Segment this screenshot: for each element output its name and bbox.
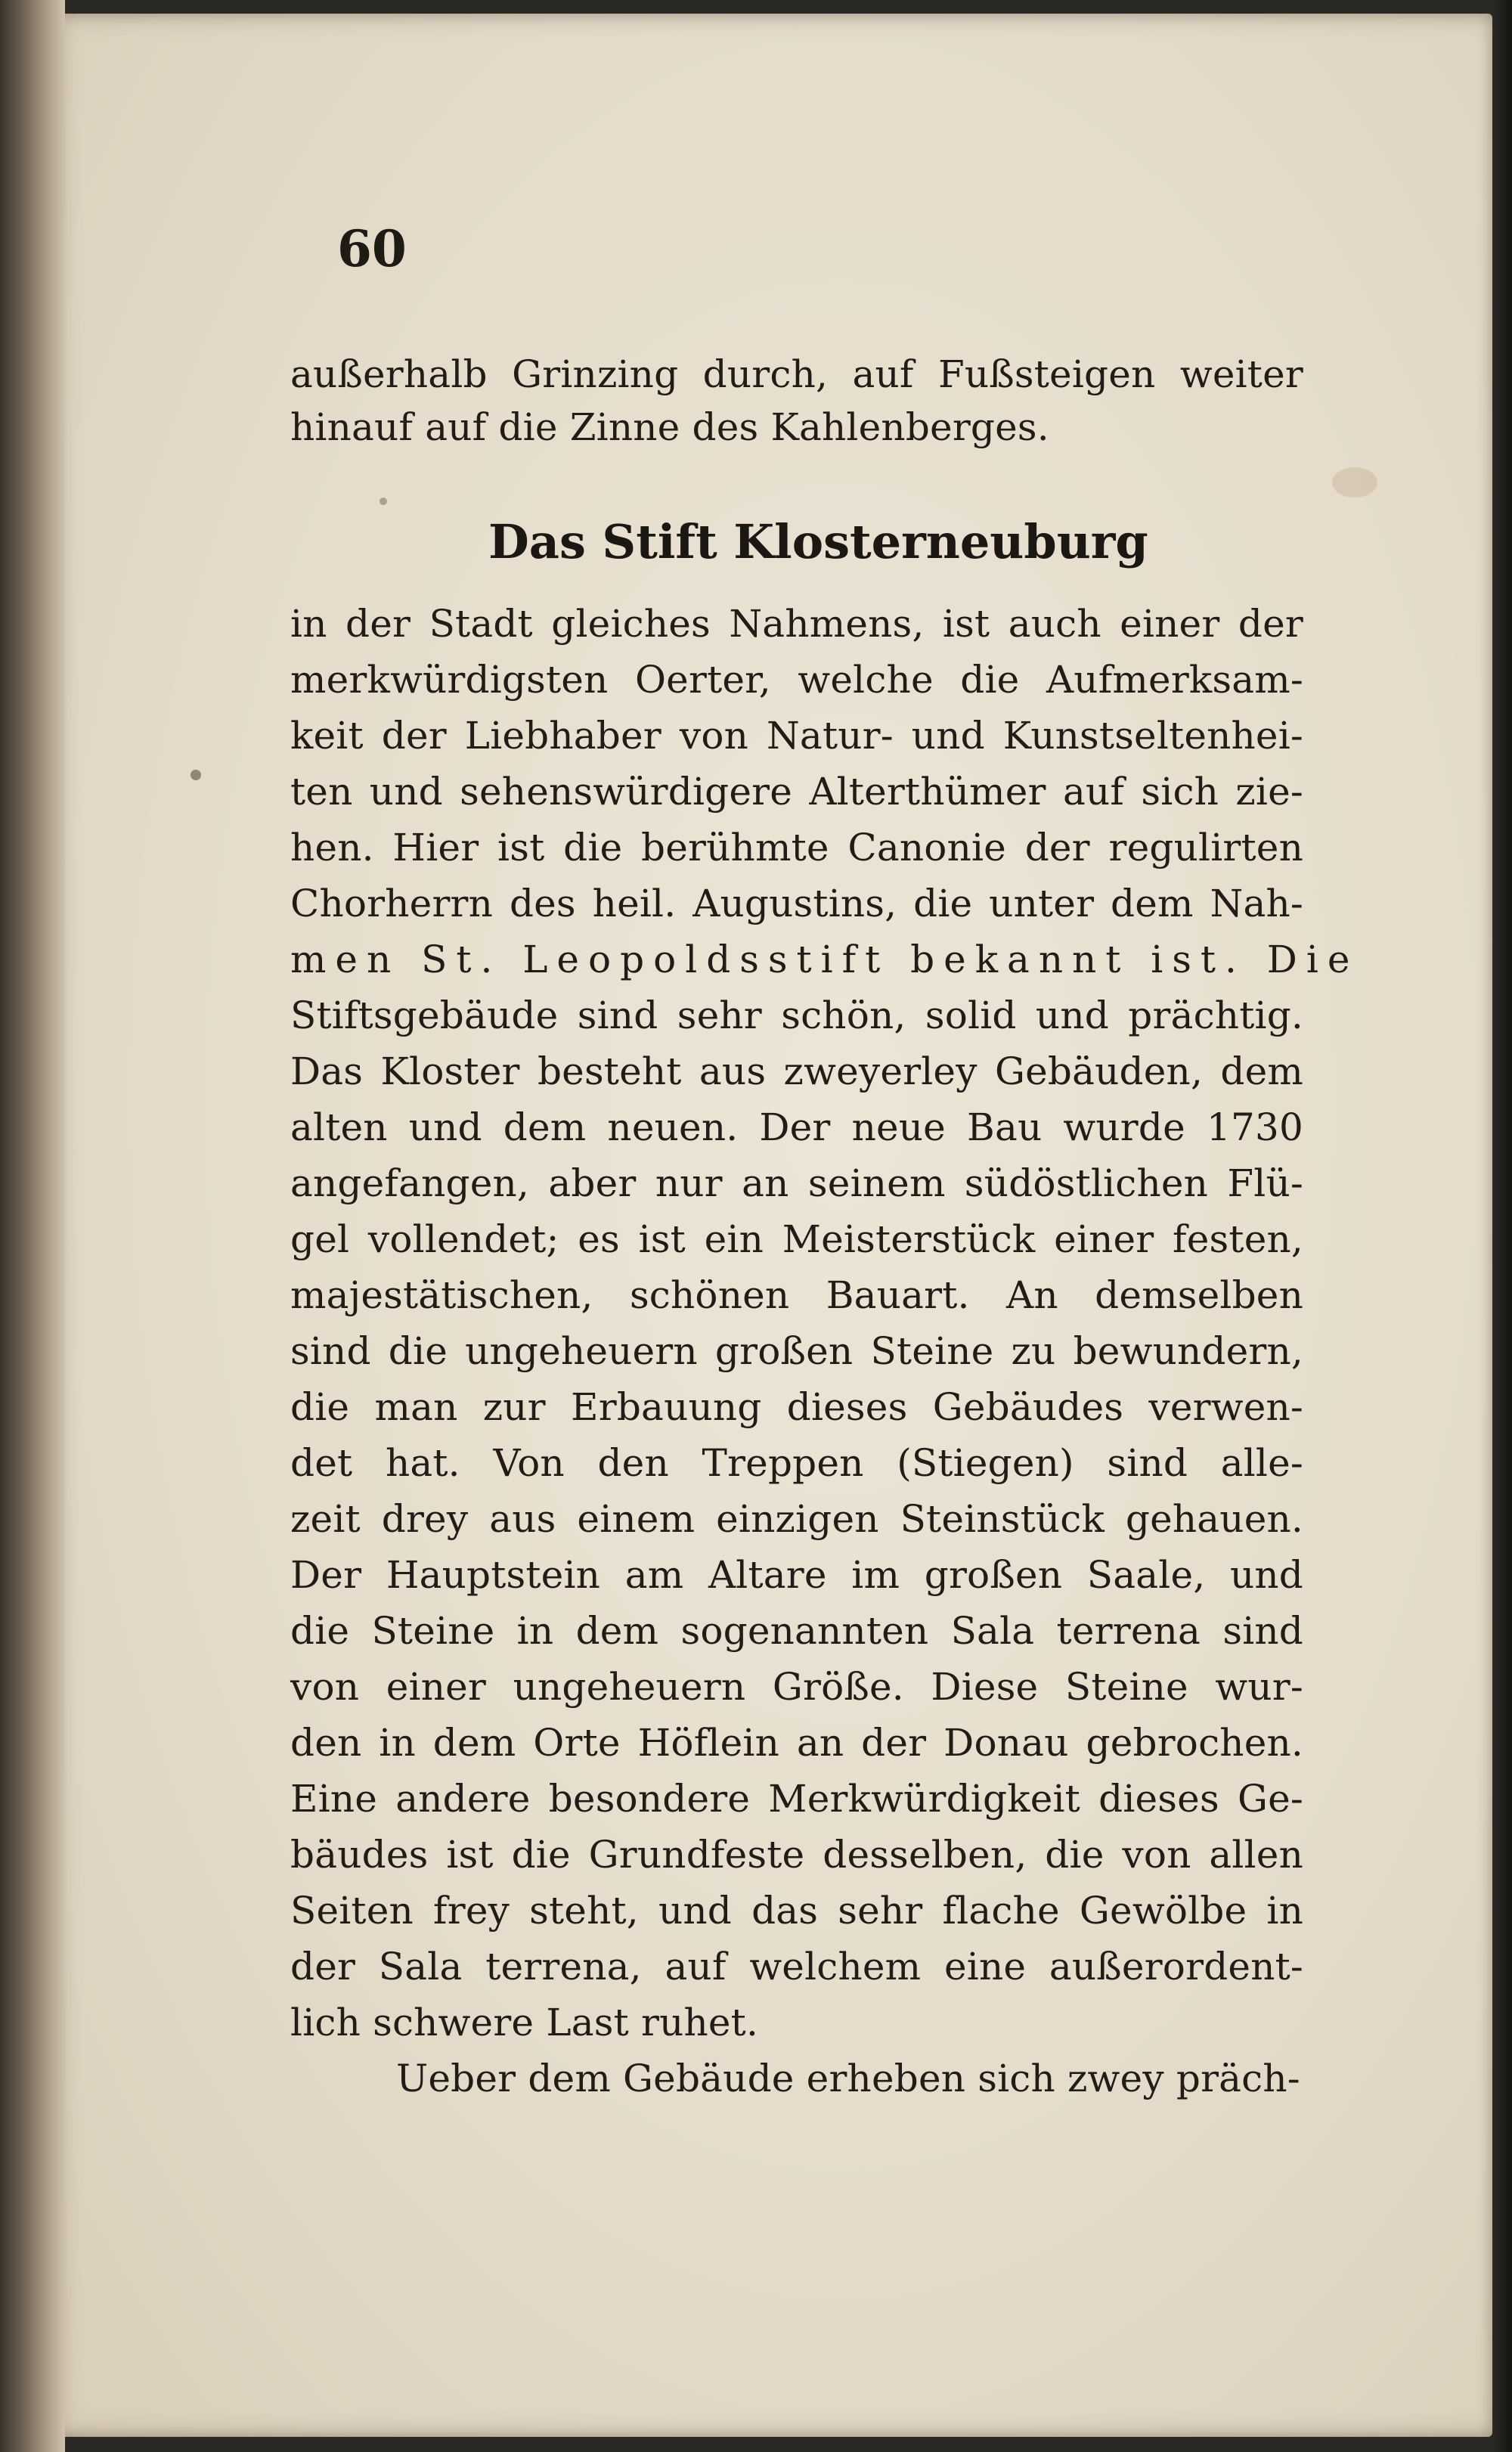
book-gutter — [0, 0, 65, 2452]
paper-speck — [191, 770, 201, 780]
text-line: Seiten frey steht, und das sehr flache Gewölbe in — [290, 1889, 1303, 1933]
text-line: keit der Liebhaber von Natur- und Kunstseltenhei- — [290, 714, 1303, 758]
text-line: Chorherrn des heil. Augustins, die unter dem Nah- — [290, 882, 1303, 925]
text-line: hinauf auf die Zinne des Kahlenberges. — [290, 405, 1049, 449]
section-heading: Das Stift Klosterneuburg — [488, 514, 1148, 569]
paper-speck — [380, 498, 387, 505]
text-line: det hat. Von den Treppen (Stiegen) sind alle- — [290, 1441, 1303, 1485]
text-line: zeit drey aus einem einzigen Steinstück gehauen. — [290, 1497, 1303, 1541]
text-line: die man zur Erbauung dieses Gebäudes verwen- — [290, 1385, 1303, 1429]
page-number: 60 — [337, 219, 407, 278]
text-line: in der Stadt gleiches Nahmens, ist auch einer der — [290, 602, 1303, 646]
text-line: Das Kloster besteht aus zweyerley Gebäuden, dem — [290, 1049, 1303, 1093]
text-line: die Steine in dem sogenannten Sala terrena sind — [290, 1609, 1303, 1653]
paper-stain — [1332, 467, 1377, 498]
text-line: Eine andere besondere Merkwürdigkeit dieses Ge- — [290, 1777, 1303, 1821]
text-line: ten und sehenswürdigere Alterthümer auf sich zie- — [290, 770, 1303, 814]
text-line: außerhalb Grinzing durch, auf Fußsteigen weiter — [290, 352, 1303, 396]
text-line: von einer ungeheuern Größe. Diese Steine wur- — [290, 1665, 1303, 1709]
text-line: den in dem Orte Höflein an der Donau gebrochen. — [290, 1721, 1303, 1765]
text-line: bäudes ist die Grundfeste desselben, die von allen — [290, 1833, 1303, 1877]
text-line: lich schwere Last ruhet. — [290, 2001, 759, 2044]
text-line: hen. Hier ist die berühmte Canonie der regulirten — [290, 826, 1303, 870]
text-line: Stiftsgebäude sind sehr schön, solid und prächtig. — [290, 994, 1303, 1037]
text-line: Ueber dem Gebäude erheben sich zwey präch- — [396, 2057, 1300, 2100]
text-line: alten und dem neuen. Der neue Bau wurde 1730 — [290, 1105, 1303, 1149]
text-line: majestätischen, schönen Bauart. An demselben — [290, 1273, 1303, 1317]
text-line: men St. Leopoldsstift bekannt ist. Die — [290, 938, 1359, 981]
text-line: angefangen, aber nur an seinem südöstlichen Flü- — [290, 1161, 1303, 1205]
text-line: gel vollendet; es ist ein Meisterstück einer festen, — [290, 1217, 1303, 1261]
text-line: sind die ungeheuern großen Steine zu bewundern, — [290, 1329, 1303, 1373]
text-line: der Sala terrena, auf welchem eine außerordent- — [290, 1945, 1303, 1989]
scan-edge — [1492, 0, 1512, 2452]
text-line: merkwürdigsten Oerter, welche die Aufmerksam- — [290, 658, 1303, 702]
text-line: Der Hauptstein am Altare im großen Saale, und — [290, 1553, 1303, 1597]
